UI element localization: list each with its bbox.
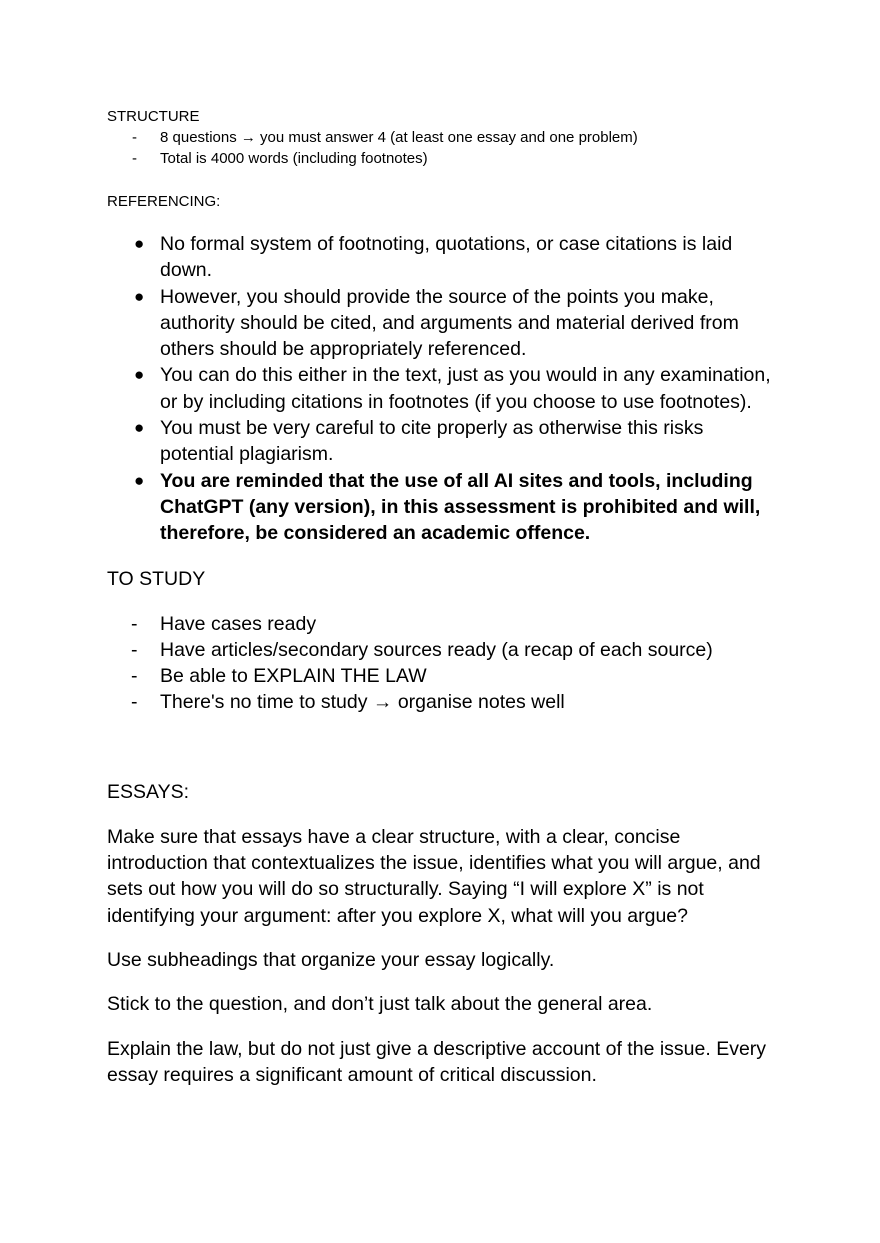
list-item-warning (107, 468, 774, 547)
list-item (107, 637, 774, 663)
spacer (107, 716, 774, 779)
list-item-text: Be able to EXPLAIN THE LAW (160, 665, 427, 688)
list-item-text: There's no time to study → organise notes well (160, 691, 565, 714)
spacer (107, 929, 774, 947)
bullet-icon: ● (134, 286, 145, 306)
list-item-text: You must be very careful to cite properly as otherwise this risks potential plagiarism. (160, 417, 704, 466)
list-item-text: Total is 4000 words (including footnotes) (160, 150, 428, 167)
list-item-text: You are reminded that the use of all AI sites and tools, including ChatGPT (any version), in this assessment is prohibited and will, therefore, be considered an academic offence. (160, 469, 761, 545)
essays-heading: ESSAYS: (107, 780, 190, 803)
dash-marker: - (131, 612, 138, 635)
dash-marker: - (131, 691, 138, 714)
list-item-text: Have cases ready (160, 612, 317, 635)
dash-marker: - (132, 150, 137, 167)
list-item (107, 148, 774, 169)
dash-marker: - (131, 665, 138, 688)
referencing-list (107, 231, 774, 547)
to-study-heading: TO STUDY (107, 567, 206, 590)
bullet-icon: ● (134, 470, 145, 490)
dash-marker: - (131, 638, 138, 661)
spacer (107, 805, 774, 824)
list-item-text: Have articles/secondary sources ready (a recap of each source) (160, 638, 713, 661)
essay-paragraph: Stick to the question, and don’t just talk about the general area. (107, 993, 653, 1016)
essay-paragraph: Use subheadings that organize your essay logically. (107, 948, 555, 971)
bullet-icon: ● (134, 234, 145, 253)
spacer (107, 1018, 774, 1036)
list-item (107, 663, 774, 689)
list-item (107, 415, 774, 468)
bullet-icon: ● (134, 418, 145, 438)
spacer (107, 973, 774, 991)
list-item-text: However, you should provide the source of the points you make, authority should be cited, and arguments and material derived from others should be appropriately referenced. (160, 285, 739, 361)
list-item (107, 689, 774, 715)
spacer (107, 169, 774, 191)
structure-heading: STRUCTURE (107, 108, 200, 125)
list-item-text: You can do this either in the text, just as you would in any examination, or by including citations in footnotes (if you choose to use footnotes). (160, 364, 771, 413)
spacer (107, 592, 774, 611)
essay-paragraph: Make sure that essays have a clear structure, with a clear, concise introduction that contextualizes the issue, identifies what you will argue, and sets out how you will do so structurally. Saying “I will explore X” is not identifying your argument: after you explore X, what will you argue? (107, 825, 761, 927)
list-item (107, 611, 774, 637)
list-item (107, 284, 774, 363)
list-item-text: No formal system of footnoting, quotations, or case citations is laid down. (160, 233, 733, 282)
referencing-heading: REFERENCING: (107, 193, 221, 210)
list-item-text: 8 questions → you must answer 4 (at least one essay and one problem) (160, 129, 638, 146)
essay-paragraph: Explain the law, but do not just give a descriptive account of the issue. Every essay requires a significant amount of critical discussion. (107, 1037, 767, 1086)
dash-marker: - (132, 129, 137, 146)
list-item (107, 362, 774, 415)
list-item (107, 231, 774, 284)
structure-list (107, 127, 774, 169)
to-study-list (107, 611, 774, 716)
list-item (107, 127, 774, 148)
bullet-icon: ● (134, 365, 145, 385)
spacer (107, 547, 774, 566)
